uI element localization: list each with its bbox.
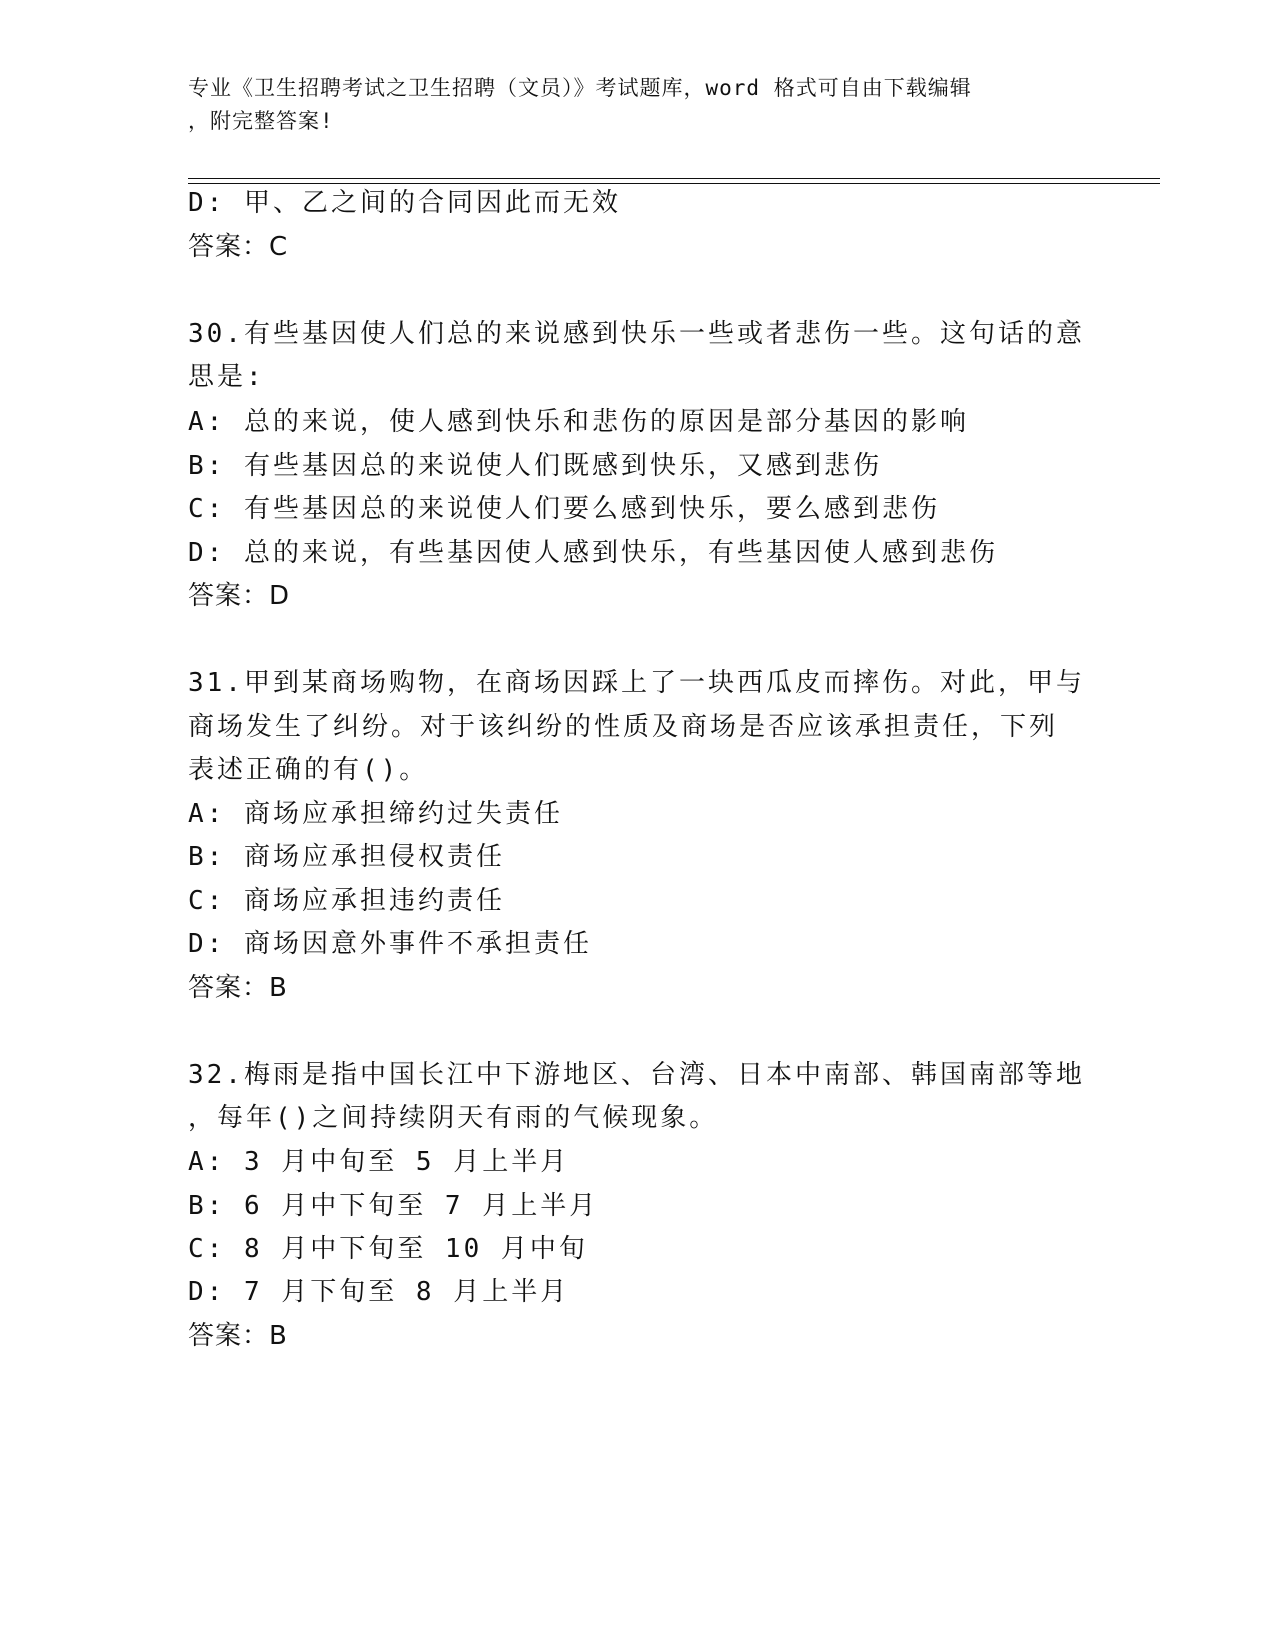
question-30-stem-line-1: 30.有些基因使人们总的来说感到快乐一些或者悲伤一些。这句话的意 — [188, 319, 1085, 349]
question-32-stem-line-2: ，每年()之间持续阴天有雨的气候现象。 — [188, 1103, 719, 1133]
prev-question-answer: 答案：C — [188, 232, 289, 262]
question-32-option-b: B: 6 月中下旬至 7 月上半月 — [188, 1191, 599, 1221]
question-31-option-b: B: 商场应承担侵权责任 — [188, 842, 505, 872]
question-32-stem-line-1: 32.梅雨是指中国长江中下游地区、台湾、日本中南部、韩国南部等地 — [188, 1060, 1085, 1090]
question-31-answer: 答案：B — [188, 973, 288, 1003]
question-32-option-c: C: 8 月中下旬至 10 月中旬 — [188, 1234, 588, 1264]
question-31-stem-line-1: 31.甲到某商场购物，在商场因踩上了一块西瓜皮而摔伤。对此，甲与 — [188, 668, 1085, 698]
question-30-option-d: D: 总的来说，有些基因使人感到快乐，有些基因使人感到悲伤 — [188, 538, 998, 568]
prev-question-option-d: D: 甲、乙之间的合同因此而无效 — [188, 188, 621, 218]
header-title-line-2: ，附完整答案! — [188, 109, 334, 133]
question-30-option-c: C: 有些基因总的来说使人们要么感到快乐，要么感到悲伤 — [188, 494, 940, 524]
question-31-option-a: A: 商场应承担缔约过失责任 — [188, 799, 563, 829]
header-title-line-1: 专业《卫生招聘考试之卫生招聘（文员）》考试题库，word 格式可自由下载编辑 — [188, 76, 972, 100]
question-30-option-a: A: 总的来说，使人感到快乐和悲伤的原因是部分基因的影响 — [188, 407, 969, 437]
question-30-answer: 答案：D — [188, 581, 291, 611]
question-31-stem-line-2: 商场发生了纠纷。对于该纠纷的性质及商场是否应该承担责任，下列 — [188, 712, 1059, 742]
question-31-option-d: D: 商场因意外事件不承担责任 — [188, 929, 592, 959]
page-header — [188, 72, 1068, 138]
question-31-option-c: C: 商场应承担违约责任 — [188, 886, 505, 916]
question-30-option-b: B: 有些基因总的来说使人们既感到快乐，又感到悲伤 — [188, 451, 882, 481]
question-32-answer: 答案：B — [188, 1321, 288, 1351]
header-divider — [188, 178, 1160, 184]
question-32-option-a: A: 3 月中旬至 5 月上半月 — [188, 1147, 570, 1177]
question-32-option-d: D: 7 月下旬至 8 月上半月 — [188, 1277, 570, 1307]
question-31-stem-line-3: 表述正确的有()。 — [188, 755, 429, 785]
question-30-stem-line-2: 思是: — [188, 362, 265, 392]
